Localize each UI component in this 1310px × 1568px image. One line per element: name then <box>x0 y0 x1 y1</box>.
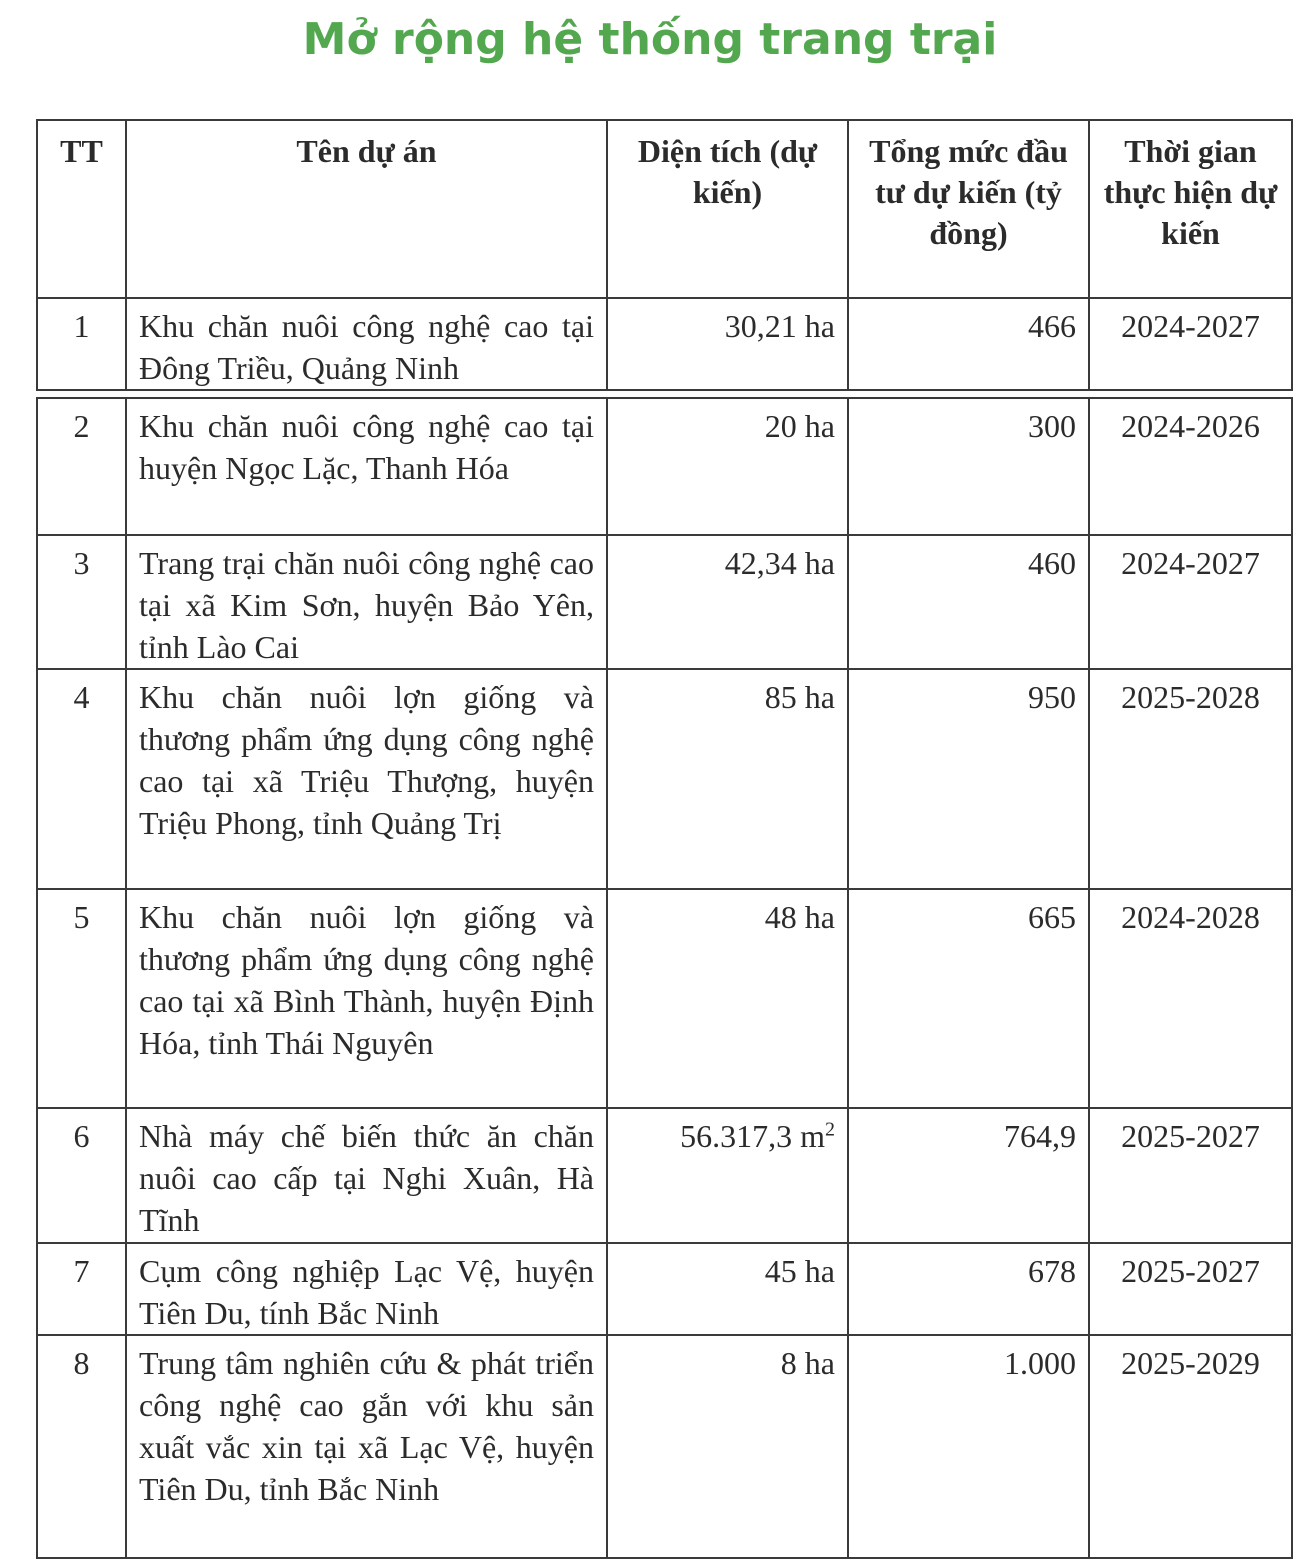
row-separator <box>37 390 1292 398</box>
table-row <box>37 1243 1292 1335</box>
cell-investment: 460 <box>848 535 1089 669</box>
cell-time: 2025-2028 <box>1089 669 1292 889</box>
cell-project-name: Khu chăn nuôi công nghệ cao tại Đông Triều, Quảng Ninh <box>126 298 607 390</box>
cell-time: 2025-2027 <box>1089 1243 1292 1335</box>
cell-project-name: Nhà máy chế biến thức ăn chăn nuôi cao cấp tại Nghi Xuân, Hà Tĩnh <box>126 1108 607 1243</box>
cell-time: 2024-2027 <box>1089 298 1292 390</box>
cell-area: 48 ha <box>607 889 848 1108</box>
cell-time: 2025-2027 <box>1089 1108 1292 1243</box>
cell-area: 8 ha <box>607 1335 848 1558</box>
cell-investment: 1.000 <box>848 1335 1089 1558</box>
cell-project-name: Trang trại chăn nuôi công nghệ cao tại xã Kim Sơn, huyện Bảo Yên, tỉnh Lào Cai <box>126 535 607 669</box>
table-header-row <box>37 120 1292 298</box>
table-row <box>37 1108 1292 1243</box>
cell-area: 42,34 ha <box>607 535 848 669</box>
cell-investment: 950 <box>848 669 1089 889</box>
cell-tt: 8 <box>37 1335 126 1558</box>
cell-time: 2024-2027 <box>1089 535 1292 669</box>
table-row <box>37 398 1292 535</box>
table-row <box>37 535 1292 669</box>
table-row <box>37 889 1292 1108</box>
cell-area: 30,21 ha <box>607 298 848 390</box>
header-time: Thời gian thực hiện dự kiến <box>1089 120 1292 298</box>
cell-investment: 678 <box>848 1243 1089 1335</box>
cell-project-name: Khu chăn nuôi lợn giống và thương phẩm ứng dụng công nghệ cao tại xã Triệu Thượng, huyện Triệu Phong, tỉnh Quảng Trị <box>126 669 607 889</box>
cell-tt: 2 <box>37 398 126 535</box>
table-row <box>37 1335 1292 1558</box>
cell-time: 2025-2029 <box>1089 1335 1292 1558</box>
cell-area: 45 ha <box>607 1243 848 1335</box>
header-project-name: Tên dự án <box>126 120 607 298</box>
cell-tt: 7 <box>37 1243 126 1335</box>
cell-project-name: Khu chăn nuôi công nghệ cao tại huyện Ngọc Lặc, Thanh Hóa <box>126 398 607 535</box>
cell-time: 2024-2028 <box>1089 889 1292 1108</box>
cell-investment: 300 <box>848 398 1089 535</box>
cell-time: 2024-2026 <box>1089 398 1292 535</box>
cell-investment: 665 <box>848 889 1089 1108</box>
cell-tt: 6 <box>37 1108 126 1243</box>
cell-tt: 1 <box>37 298 126 390</box>
cell-investment: 466 <box>848 298 1089 390</box>
header-investment: Tổng mức đầu tư dự kiến (tỷ đồng) <box>848 120 1089 298</box>
cell-tt: 3 <box>37 535 126 669</box>
area-unit-exponent: 2 <box>825 1118 835 1141</box>
cell-tt: 5 <box>37 889 126 1108</box>
cell-area: 85 ha <box>607 669 848 889</box>
page-title: Mở rộng hệ thống trang trại <box>302 14 998 65</box>
projects-table <box>36 119 1293 1559</box>
cell-area <box>607 1108 848 1243</box>
table-row <box>37 669 1292 889</box>
header-area: Diện tích (dự kiến) <box>607 120 848 298</box>
cell-project-name: Khu chăn nuôi lợn giống và thương phẩm ứng dụng công nghệ cao tại xã Bình Thành, huyện Định Hóa, tỉnh Thái Nguyên <box>126 889 607 1108</box>
table-row <box>37 298 1292 390</box>
cell-tt: 4 <box>37 669 126 889</box>
cell-project-name: Cụm công nghiệp Lạc Vệ, huyện Tiên Du, tính Bắc Ninh <box>126 1243 607 1335</box>
header-tt: TT <box>37 120 126 298</box>
cell-area: 20 ha <box>607 398 848 535</box>
area-value: 56.317,3 m <box>680 1118 825 1154</box>
cell-project-name: Trung tâm nghiên cứu & phát triển công nghệ cao gắn với khu sản xuất vắc xin tại xã Lạc Vệ, huyện Tiên Du, tỉnh Bắc Ninh <box>126 1335 607 1558</box>
cell-investment: 764,9 <box>848 1108 1089 1243</box>
